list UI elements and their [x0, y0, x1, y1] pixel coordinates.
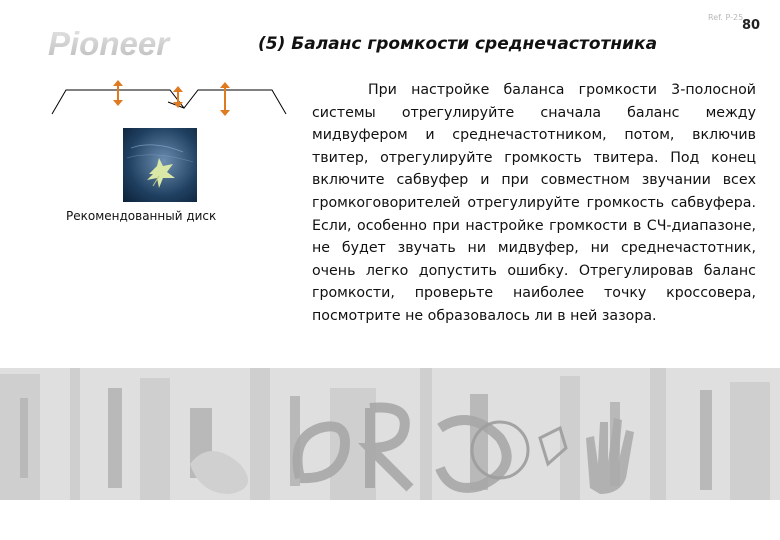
pioneer-logo: [46, 28, 246, 60]
speaker-balance-diagram-icon: [50, 78, 290, 128]
decorative-texture-banner: [0, 368, 780, 500]
body-paragraph: При настройке баланса громкости 3-полосной системы отрегулируйте сначала баланс между мидвуфером и среднечастотником, потом, включив твитер, отрегулируйте громкость твитера. Под конец включите сабвуфер и при совместном звучании всех громкоговорителей отрегулируйте громкость сабвуфера. Если, особенно при настройке громкости в СЧ-диапазоне, не будет звучать ни мидвуфер, ни среднечастотник, очень легко допустить ошибку. Отрегулировав баланс громкости, проверьте наиболее точку кроссовера, посмотрите не образовалось ли в ней зазора.: [312, 82, 756, 324]
disc-caption: Рекомендованный диск: [66, 209, 217, 223]
recommended-disc-icon: [123, 128, 197, 202]
page-number: 80: [742, 18, 761, 33]
reference-label: Ref. P-25: [708, 13, 744, 22]
page-title: (5) Баланс громкости среднечастотника: [258, 34, 658, 54]
svg-text:Pioneer: Pioneer: [48, 28, 170, 60]
